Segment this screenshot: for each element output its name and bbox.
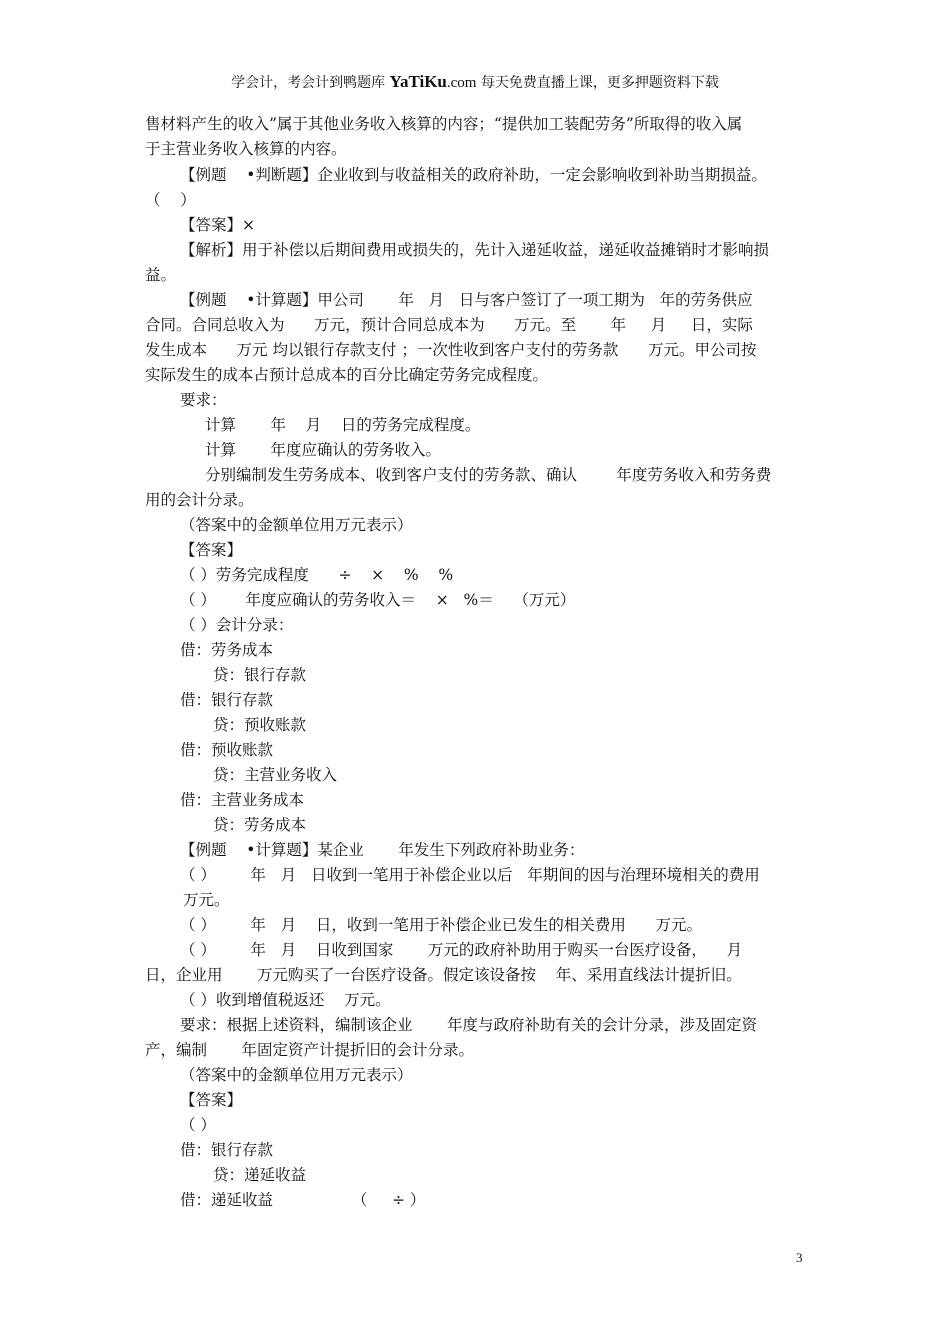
text-line: 【答案】× [180,216,255,234]
text-line: 合同。合同总收入为 万元，预计合同总成本为 万元。至 年 月 日，实际 [145,316,753,334]
text-line: （ ） [145,191,196,209]
text-line: 借：银行存款 [180,1141,274,1159]
text-line: 贷：劳务成本 [213,816,307,834]
text-line: 计算 年 月 日的劳务完成程度。 [205,416,481,434]
text-line: 分别编制发生劳务成本、收到客户支付的劳务款、确认 年度劳务收入和劳务费 [205,466,772,484]
text-line: 【例题 •计算题】某企业 年发生下列政府补助业务： [180,841,585,859]
text-line: 【答案】 [180,1091,243,1109]
text-line: （ ） 年 月 日收到一笔用于补偿企业以后 年期间的因与治理环境相关的费用 [180,866,760,884]
text-line: 产，编制 年固定资产计提折旧的会计分录。 [145,1041,474,1059]
text-line: 用的会计分录。 [145,491,254,509]
text-line: 借：预收账款 [180,741,274,759]
text-line: 【解析】用于补偿以后期间费用或损失的，先计入递延收益，递延收益摊销时才影响损 [180,241,770,259]
text-line: 售材料产生的收入”属于其他业务收入核算的内容；“提供加工装配劳务”所取得的收入属 [145,115,743,133]
text-line: 万元。 [183,891,230,909]
text-line: 实际发生的成本占预计总成本的百分比确定劳务完成程度。 [145,366,549,384]
brand-logo-text: YaTiKu [389,72,447,91]
page-number: 3 [796,1250,803,1265]
text-line: 益。 [145,266,177,284]
header-post-text: 每天免费直播上课，更多押题资料下载 [476,75,719,91]
text-line: 贷：银行存款 [213,666,307,684]
text-line: （ ）收到增值税返还 万元。 [180,991,391,1009]
text-line: 贷：预收账款 [213,716,307,734]
text-line: 于主营业务收入核算的内容。 [145,140,347,158]
text-line: 借：银行存款 [180,691,274,709]
text-line: 借：递延收益 （ ÷ ） [180,1191,426,1209]
text-line: （ ） 年 月 日，收到一笔用于补偿企业已发生的相关费用 万元。 [180,916,702,934]
text-line: 日，企业用 万元购买了一台医疗设备。假定该设备按 年、采用直线法计提折旧。 [145,966,742,984]
text-line: 计算 年度应确认的劳务收入。 [205,441,441,459]
text-line: （ ） 年 月 日收到国家 万元的政府补助用于购买一台医疗设备， 月 [180,941,743,959]
text-line: （ ） [180,1116,216,1134]
text-line: （答案中的金额单位用万元表示） [180,1066,413,1084]
text-line: 贷：主营业务收入 [213,766,338,784]
text-line: （ ）会计分录： [180,616,294,634]
header-pre-text: 学会计，考会计到鸭题库 [231,75,390,91]
text-line: （ ）劳务完成程度 ÷ × % % [180,566,454,584]
text-line: 要求：根据上述资料，编制该企业 年度与政府补助有关的会计分录，涉及固定资 [180,1016,757,1034]
text-line: 【例题 •判断题】企业收到与收益相关的政府补助，一定会影响收到补助当期损益。 [180,166,767,184]
text-line: 借：主营业务成本 [180,791,305,809]
brand-domain-text: .com [446,75,477,91]
text-line: 要求： [180,391,227,409]
text-line: 发生成本 万元 均以银行存款支付 ；一次性收到客户支付的劳务款 万元。甲公司按 [145,341,757,359]
text-line: （ ） 年度应确认的劳务收入＝ × %＝ （万元） [180,591,576,609]
text-line: 贷：递延收益 [213,1166,307,1184]
text-line: 借：劳务成本 [180,641,274,659]
text-line: 【例题 •计算题】甲公司 年 月 日与客户签订了一项工期为 年的劳务供应 [180,291,753,309]
text-line: 【答案】 [180,541,243,559]
text-line: （答案中的金额单位用万元表示） [180,516,413,534]
page-header [0,72,950,92]
